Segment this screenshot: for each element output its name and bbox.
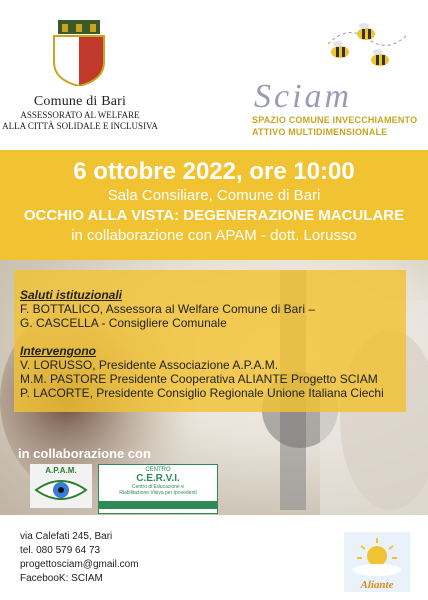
speaker-item: M.M. PASTORE Presidente Cooperativa ALIANTE Progetto SCIAM bbox=[20, 372, 378, 386]
cervi-desc2: Riabilitazione Visiva per Ipovedenti bbox=[119, 490, 197, 496]
contact-facebook[interactable]: FacebooK: SCIAM bbox=[20, 573, 103, 584]
cervi-name: C.E.R.V.I. bbox=[136, 473, 180, 484]
apam-label: A.P.A.M. bbox=[45, 466, 77, 475]
bees-icon bbox=[318, 14, 418, 84]
sciam-line1: SPAZIO COMUNE INVECCHIAMENTO bbox=[252, 115, 418, 125]
aliante-label: Aliante bbox=[360, 579, 394, 591]
cervi-logo bbox=[98, 464, 218, 514]
contact-block bbox=[20, 530, 139, 586]
contact-phone: tel. 080 579 64 73 bbox=[20, 545, 101, 556]
event-title: OCCHIO ALLA VISTA: DEGENERAZIONE MACULARE bbox=[23, 207, 405, 224]
greetings-item: G. CASCELLA - Consigliere Comunale bbox=[20, 316, 227, 330]
event-place: Sala Consiliare, Comune di Bari bbox=[107, 187, 321, 204]
speaker-item: P. LACORTE, Presidente Consiglio Regionale Unione Italiana Ciechi bbox=[20, 386, 384, 400]
sciam-line2: ATTIVO MULTIDIMENSIONALE bbox=[252, 127, 388, 137]
event-band bbox=[0, 150, 428, 260]
comune-dept-line2: ALLA CITTÀ SOLIDALE E INCLUSIVA bbox=[2, 121, 158, 131]
contact-address: via Calefati 245, Bari bbox=[20, 531, 113, 542]
event-collab-line: in collaborazione con APAM - dott. Lorusso bbox=[71, 227, 357, 244]
comune-block bbox=[0, 94, 160, 132]
aliante-logo bbox=[344, 532, 410, 592]
event-date: 6 ottobre 2022, ore 10:00 bbox=[73, 158, 355, 185]
cervi-top: CENTRO bbox=[145, 467, 171, 473]
greetings-heading: Saluti istituzionali bbox=[20, 288, 123, 302]
comune-crest-icon bbox=[52, 20, 106, 86]
speaker-item: V. LORUSSO, Presidente Associazione A.P.A.M. bbox=[20, 358, 279, 372]
apam-eye-icon bbox=[30, 464, 92, 508]
speakers-heading: Intervengono bbox=[20, 344, 97, 358]
comune-dept-line1: ASSESSORATO AL WELFARE bbox=[20, 110, 140, 120]
contact-email[interactable]: progettosciam@gmail.com bbox=[20, 559, 139, 570]
header bbox=[0, 0, 428, 150]
comune-name: Comune di Bari bbox=[33, 94, 127, 109]
sciam-block bbox=[236, 80, 426, 138]
cervi-desc1: Centro di Educazione e bbox=[132, 484, 184, 490]
sun-icon bbox=[344, 532, 410, 592]
info-panel bbox=[14, 270, 406, 412]
apam-logo bbox=[30, 464, 92, 508]
cervi-stripe-icon bbox=[99, 499, 217, 509]
greetings-item: F. BOTTALICO, Assessora al Welfare Comune di Bari – bbox=[20, 302, 315, 316]
sciam-logo: Sciam bbox=[254, 78, 353, 115]
partners-heading: in collaborazione con bbox=[18, 446, 151, 461]
